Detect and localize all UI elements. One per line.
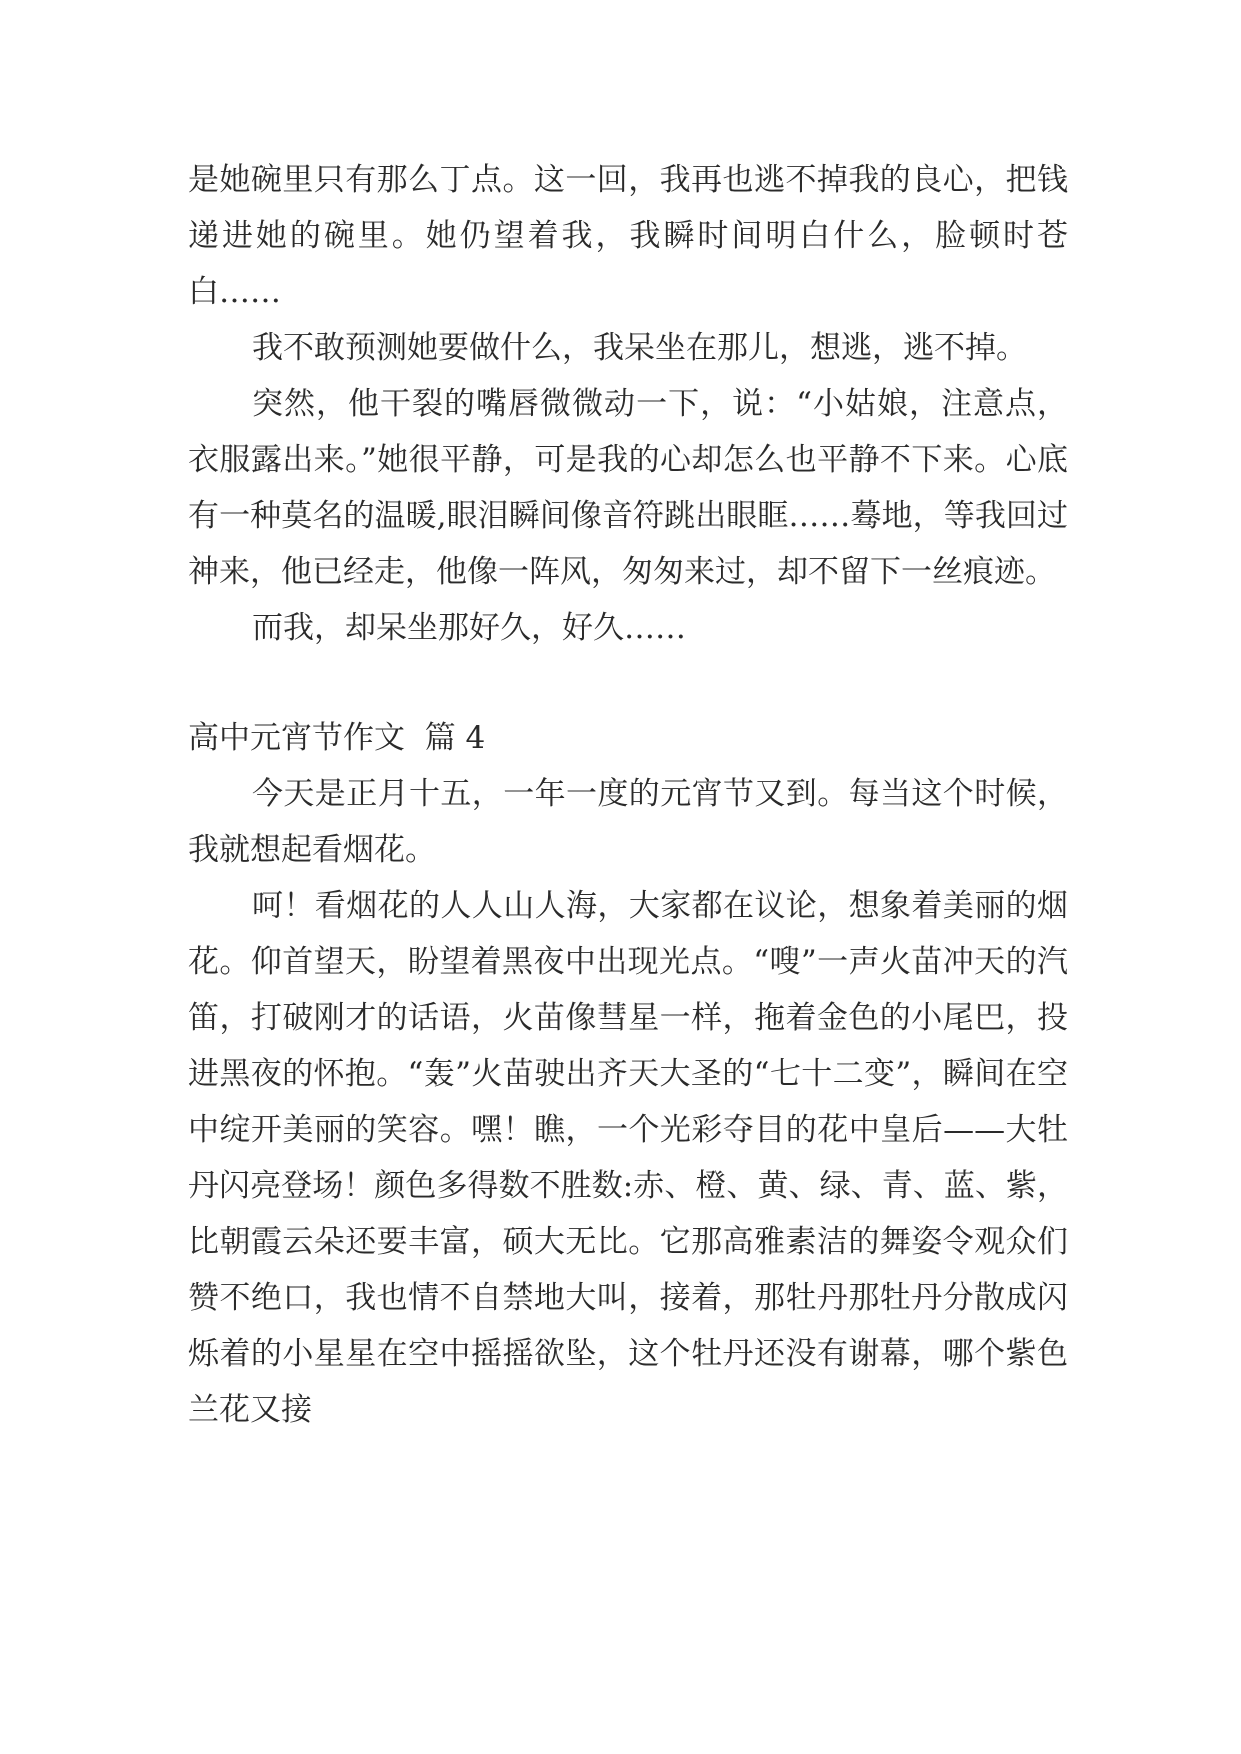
paragraph: 今天是正月十五，一年一度的元宵节又到。每当这个时候，我就想起看烟花。 — [188, 776, 1068, 868]
section-heading: 高中元宵节作文 篇 4 — [188, 720, 486, 756]
paragraph: 呵！看烟花的人人山人海，大家都在议论，想象着美丽的烟花。仰首望天，盼望着黑夜中出现光点。“嗖”一声火苗冲天的汽笛，打破刚才的话语，火苗像彗星一样，拖着金色的小尾巴，投进黑夜的怀抱。“轰”火苗驶出齐天大圣的“七十二变”，瞬间在空中绽开美丽的笑容。嘿！瞧，一个光彩夺目的花中皇后——大牡丹闪亮登场！颜色多得数不胜数:赤、橙、黄、绿、青、蓝、紫，比朝霞云朵还要丰富，硕大无比。它那高雅素洁的舞姿令观众们赞不绝口，我也情不自禁地大叫，接着，那牡丹那牡丹分散成闪烁着的小星星在空中摇摇欲坠，这个牡丹还没有谢幕，哪个紫色兰花又接 — [188, 888, 1068, 1428]
document-page — [188, 152, 1068, 1438]
paragraph: 而我，却呆坐那好久，好久…… — [252, 610, 686, 646]
paragraph: 突然，他干裂的嘴唇微微动一下，说：“小姑娘，注意点，衣服露出来。”她很平静，可是我的心却怎么也平静不下来。心底有一种莫名的温暖,眼泪瞬间像音符跳出眼眶……蓦地，等我回过神来，他已经走，他像一阵风，匆匆来过，却不留下一丝痕迹。 — [188, 386, 1068, 590]
paragraph: 我不敢预测她要做什么，我呆坐在那儿，想逃，逃不掉。 — [252, 330, 1027, 366]
paragraph: 是她碗里只有那么丁点。这一回，我再也逃不掉我的良心，把钱递进她的碗里。她仍望着我，我瞬时间明白什么，脸顿时苍白…… — [188, 162, 1068, 310]
